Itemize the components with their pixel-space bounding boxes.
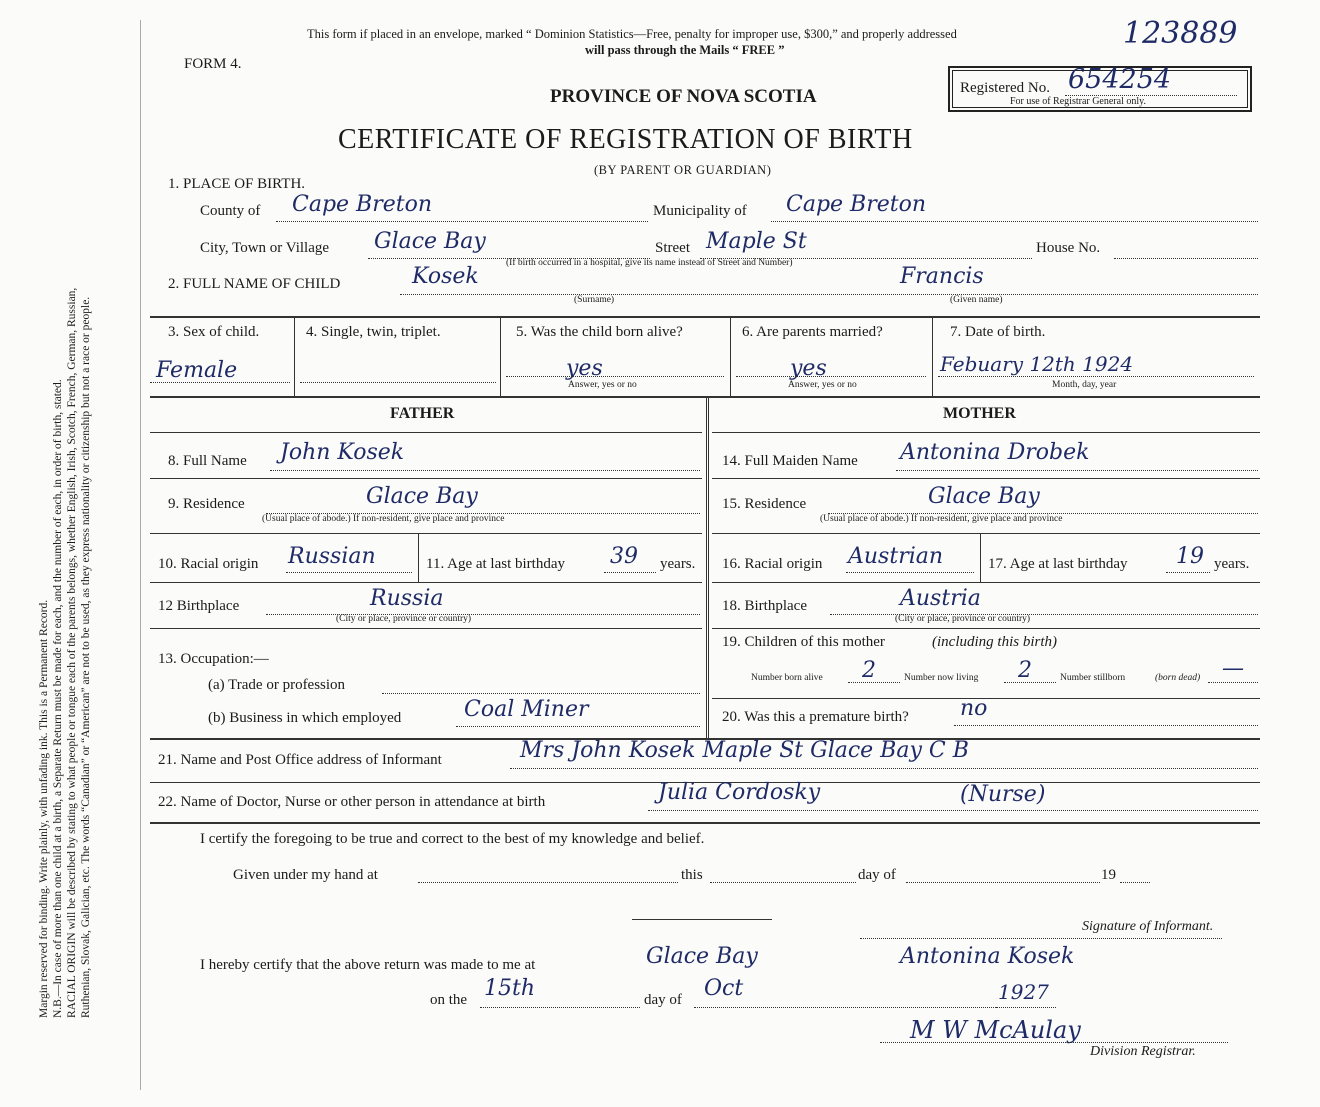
certify-statement: I certify the foregoing to be true and correct to the best of my knowledge and belief. [200, 831, 705, 847]
registration-month-value: Oct [704, 976, 744, 1001]
surname-caption: (Surname) [574, 295, 615, 305]
registration-year-value: 1927 [998, 980, 1049, 1004]
mother-age-label: 17. Age at last birthday [988, 556, 1128, 572]
mother-years-label: years. [1214, 556, 1250, 572]
margin-notes [37, 18, 93, 1018]
mother-maiden-name-label: 14. Full Maiden Name [722, 453, 858, 469]
informant-signature: Antonina Kosek [900, 944, 1075, 969]
mother-residence-value: Glace Bay [928, 484, 1040, 509]
born-alive-value: yes [566, 356, 603, 381]
margin-note-racial-origin-cont: Ruthenian, Slovak, Galician, etc. The words “Canadian” or “American” are not to be used, as they express nationality or citizenship but not a race or people. [80, 296, 92, 1018]
date-of-birth-caption: Month, day, year [1052, 380, 1117, 390]
premature-birth-value: no [960, 696, 988, 721]
binding-margin-line [140, 20, 141, 1090]
father-racial-origin-value: Russian [288, 544, 376, 569]
trade-label: (a) Trade or profession [208, 677, 346, 693]
parents-married-caption: Answer, yes or no [788, 380, 857, 390]
father-birthplace-label: 12 Birthplace [158, 598, 240, 614]
return-made-label: I hereby certify that the above return was made to me at [200, 957, 536, 973]
born-alive-count-value: 2 [862, 658, 876, 683]
father-residence-value: Glace Bay [366, 484, 478, 509]
father-birthplace-value: Russia [370, 586, 444, 611]
born-alive-label: 5. Was the child born alive? [516, 324, 683, 340]
parents-married-label: 6. Are parents married? [742, 324, 883, 340]
this-label: this [681, 867, 703, 883]
city-label: City, Town or Village [200, 240, 330, 256]
postage-notice-line2: will pass through the Mails “ FREE ” [585, 43, 785, 57]
child-name-label: 2. FULL NAME OF CHILD [168, 276, 341, 292]
mother-age-value: 19 [1176, 544, 1204, 569]
city-value: Glace Bay [374, 229, 486, 254]
registered-number-value: 654254 [1068, 64, 1172, 95]
father-birthplace-caption: (City or place, province or country) [336, 614, 472, 624]
father-years-label: years. [660, 556, 696, 572]
hospital-note: (If birth occurred in a hospital, give its name instead of Street and Number) [506, 258, 793, 268]
father-age-value: 39 [610, 544, 638, 569]
father-age-label: 11. Age at last birthday [426, 556, 565, 572]
date-of-birth-value: Febuary 12th 1924 [940, 352, 1134, 376]
stillborn-count-value: — [1222, 656, 1244, 681]
on-the-label: on the [430, 992, 468, 1008]
house-number-label: House No. [1036, 240, 1101, 256]
parents-married-value: yes [790, 356, 827, 381]
given-under-hand-label: Given under my hand at [233, 867, 378, 883]
place-of-birth-heading: 1. PLACE OF BIRTH. [168, 176, 306, 192]
year-prefix: 19 [1101, 867, 1116, 883]
stillborn-note: (born dead) [1155, 673, 1201, 683]
now-living-count-value: 2 [1018, 658, 1032, 683]
mother-birthplace-caption: (City or place, province or country) [895, 614, 1031, 624]
mother-birthplace-value: Austria [900, 586, 981, 611]
sex-value: Female [156, 358, 238, 383]
registrar-signature: M W McAulay [910, 1016, 1081, 1044]
margin-note-binding: Margin reserved for binding. Write plainly, with unfading ink. This is a Permanent Record. [38, 599, 50, 1018]
return-place-value: Glace Bay [646, 944, 758, 969]
stillborn-count-label: Number stillborn [1060, 673, 1126, 683]
margin-note-multiple-births: N.B.—In case of more than one child at a birth, a Separate Return must be made for each, and the number of each, in order of birth, stated. [52, 379, 64, 1018]
father-heading: FATHER [390, 405, 455, 422]
mother-racial-origin-label: 16. Racial origin [722, 556, 823, 572]
premature-birth-label: 20. Was this a premature birth? [722, 709, 909, 725]
child-given-name-value: Francis [900, 264, 984, 289]
county-label: County of [200, 203, 261, 219]
mother-residence-caption: (Usual place of abode.) If non-resident, give place and province [820, 514, 1063, 524]
single-twin-triplet-label: 4. Single, twin, triplet. [306, 324, 441, 340]
informant-value: Mrs John Kosek Maple St Glace Bay C B [520, 738, 969, 763]
mother-residence-label: 15. Residence [722, 496, 807, 512]
born-alive-count-label: Number born alive [751, 673, 823, 683]
father-name-value: John Kosek [280, 440, 405, 465]
certificate-subtitle: (BY PARENT OR GUARDIAN) [594, 163, 772, 177]
form-number: FORM 4. [184, 56, 242, 72]
municipality-label: Municipality of [653, 203, 747, 219]
certificate-title: CERTIFICATE OF REGISTRATION OF BIRTH [338, 124, 913, 155]
attendant-label: 22. Name of Doctor, Nurse or other person in attendance at birth [158, 794, 546, 810]
father-name-label: 8. Full Name [168, 453, 247, 469]
attendant-role: (Nurse) [960, 782, 1046, 807]
corner-number: 123889 [1123, 16, 1238, 51]
registration-day-value: 15th [484, 976, 536, 1001]
informant-label: 21. Name and Post Office address of Informant [158, 752, 442, 768]
street-value: Maple St [706, 229, 807, 254]
day-of-label: day of [858, 867, 896, 883]
born-alive-caption: Answer, yes or no [568, 380, 637, 390]
father-residence-caption: (Usual place of abode.) If non-resident, give place and province [262, 514, 505, 524]
attendant-value: Julia Cordosky [658, 780, 821, 805]
mother-racial-origin-value: Austrian [848, 544, 944, 569]
registrar-note: For use of Registrar General only. [1010, 96, 1146, 107]
father-residence-label: 9. Residence [168, 496, 245, 512]
margin-note-racial-origin: RACIAL ORIGIN will be described by stating to what people or tongue each of the parents belongs, whether English, Irish, Scotch, French, German, Russian, [66, 287, 78, 1018]
business-label: (b) Business in which employed [208, 710, 402, 726]
children-of-mother-note: (including this birth) [932, 634, 1057, 650]
now-living-count-label: Number now living [904, 673, 979, 683]
registration-day-of-label: day of [644, 992, 682, 1008]
postage-notice-line1: This form if placed in an envelope, marked “ Dominion Statistics—Free, penalty for improper use, $300,” and properly addressed [307, 27, 957, 41]
street-label: Street [655, 240, 690, 256]
mother-birthplace-label: 18. Birthplace [722, 598, 807, 614]
mother-maiden-name-value: Antonina Drobek [900, 440, 1090, 465]
mother-heading: MOTHER [943, 405, 1016, 422]
county-value: Cape Breton [292, 192, 433, 217]
children-of-mother-label: 19. Children of this mother [722, 634, 885, 650]
business-value: Coal Miner [464, 697, 589, 722]
municipality-value: Cape Breton [786, 192, 927, 217]
given-name-caption: (Given name) [950, 295, 1003, 305]
division-registrar-caption: Division Registrar. [1090, 1044, 1196, 1059]
registered-number-label: Registered No. [960, 80, 1050, 96]
sex-label: 3. Sex of child. [168, 324, 260, 340]
signature-of-informant-caption: Signature of Informant. [1082, 919, 1214, 934]
occupation-label: 13. Occupation:— [158, 651, 269, 667]
date-of-birth-label: 7. Date of birth. [950, 324, 1046, 340]
father-racial-origin-label: 10. Racial origin [158, 556, 259, 572]
province-heading: PROVINCE OF NOVA SCOTIA [550, 86, 817, 107]
child-surname-value: Kosek [412, 264, 479, 289]
